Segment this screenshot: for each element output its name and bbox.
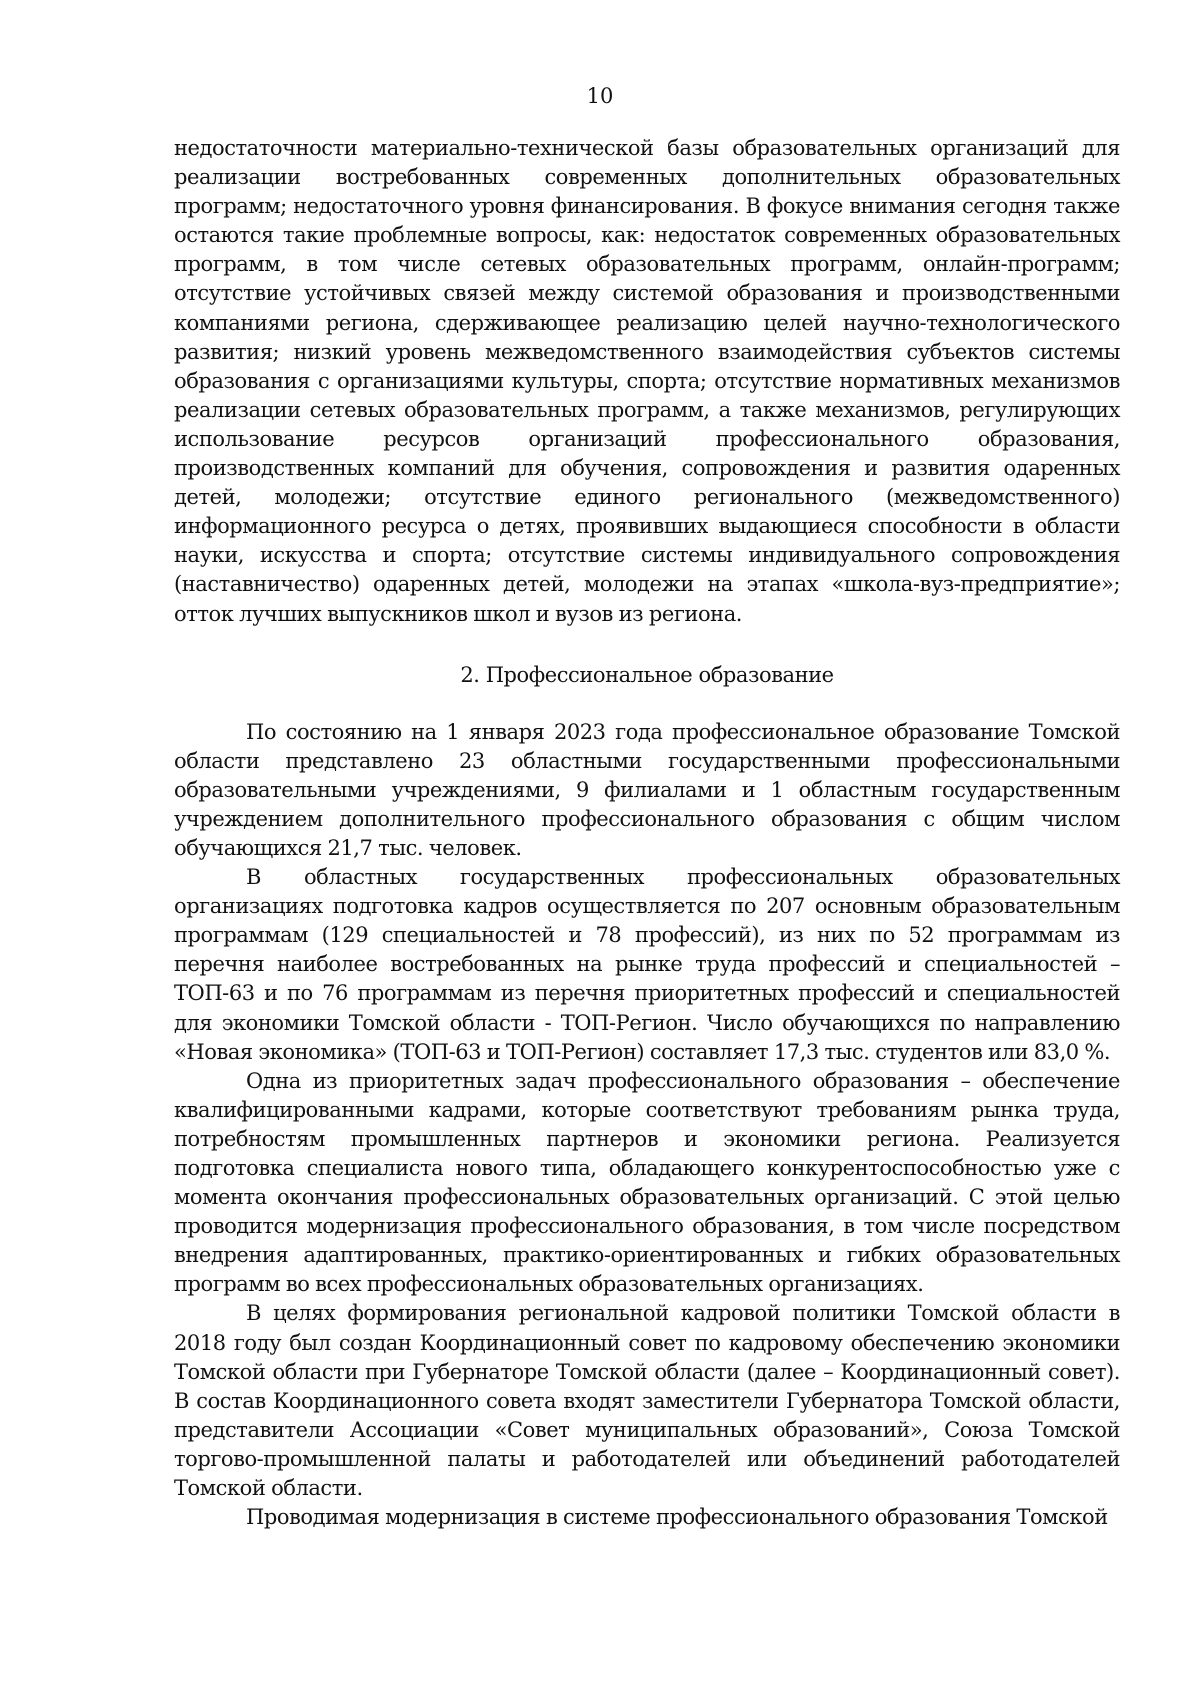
paragraph-council: В целях формирования региональной кадровой политики Томской области в 2018 году был создан Координационный совет по кадровому обеспечению экономики Томской области при Губернаторе Томской области (далее – Координационный совет). В состав Координационного совета входят заместители Губернатора Томской области, представители Ассоциации «Совет муниципальных образований», Союза Томской торгово-промышленной палаты и работодателей или объединений работодателей Томской области. (174, 1301, 1120, 1501)
section-heading: 2. Профессиональное образование (460, 662, 834, 687)
paragraph-priorities: Одна из приоритетных задач профессионального образования – обеспечение квалифицированными кадрами, которые соответствуют требованиям рынка труда, потребностям промышленных партнеров и экономики региона. Реализуется подготовка специалиста нового типа, обладающего конкурентоспособностью уже с момента окончания профессиональных образовательных организаций. С этой целью проводится модернизация профессионального образования, в том числе посредством внедрения адаптированных, практико-ориентированных и гибких образовательных программ во всех профессиональных образовательных организациях. (174, 1068, 1120, 1297)
paragraph-programs: В областных государственных профессиональных образовательных организациях подготовка кадров осуществляется по 207 основным образовательным программам (129 специальностей и 78 профессий), из них по 52 программам из перечня наиболее востребованных на рынке труда профессий и специальностей – ТОП-63 и по 76 программам из перечня приоритетных профессий и специальностей для экономики Томской области - ТОП-Регион. Число обучающихся по направлению «Новая экономика» (ТОП-63 и ТОП-Регион) составляет 17,3 тыс. студентов или 83,0 %. (174, 865, 1120, 1064)
page-number: 10 (586, 84, 614, 108)
paragraph-continuation: недостаточности материально-технической базы образовательных организаций для реализации востребованных современных дополнительных образовательных программ; недостаточного уровня финансирования. В фокусе внимания сегодня также остаются такие проблемные вопросы, как: недостаток современных образовательных программ, в том числе сетевых образовательных программ, онлайн-программ; отсутствие устойчивых связей между системой образования и производственными компаниями региона, сдерживающее реализацию целей научно-технологического развития; низкий уровень межведомственного взаимодействия субъектов системы образования с организациями культуры, спорта; отсутствие нормативных механизмов реализации сетевых образовательных программ, а также механизмов, регулирующих использование ресурсов организаций профессионального образования, производственных компаний для обучения, сопровождения и развития одаренных детей, молодежи; отсутствие единого регионального (межведомственного) информационного ресурса о детях, проявивших выдающиеся способности в области науки, искусства и спорта; отсутствие системы индивидуального сопровождения (наставничество) одаренных детей, молодежи на этапах «школа-вуз-предприятие»; отток лучших выпускников школ и вузов из региона. (174, 136, 1120, 626)
document-body (174, 134, 1120, 1532)
paragraph-institutions: По состоянию на 1 января 2023 года профессиональное образование Томской области представлено 23 областными государственными профессиональными образовательными учреждениями, 9 филиалами и 1 областным государственным учреждением дополнительного профессионального образования с общим числом обучающихся 21,7 тыс. человек. (174, 719, 1120, 860)
paragraph-modernization: Проводимая модернизация в системе профессионального образования Томской (246, 1505, 1108, 1530)
